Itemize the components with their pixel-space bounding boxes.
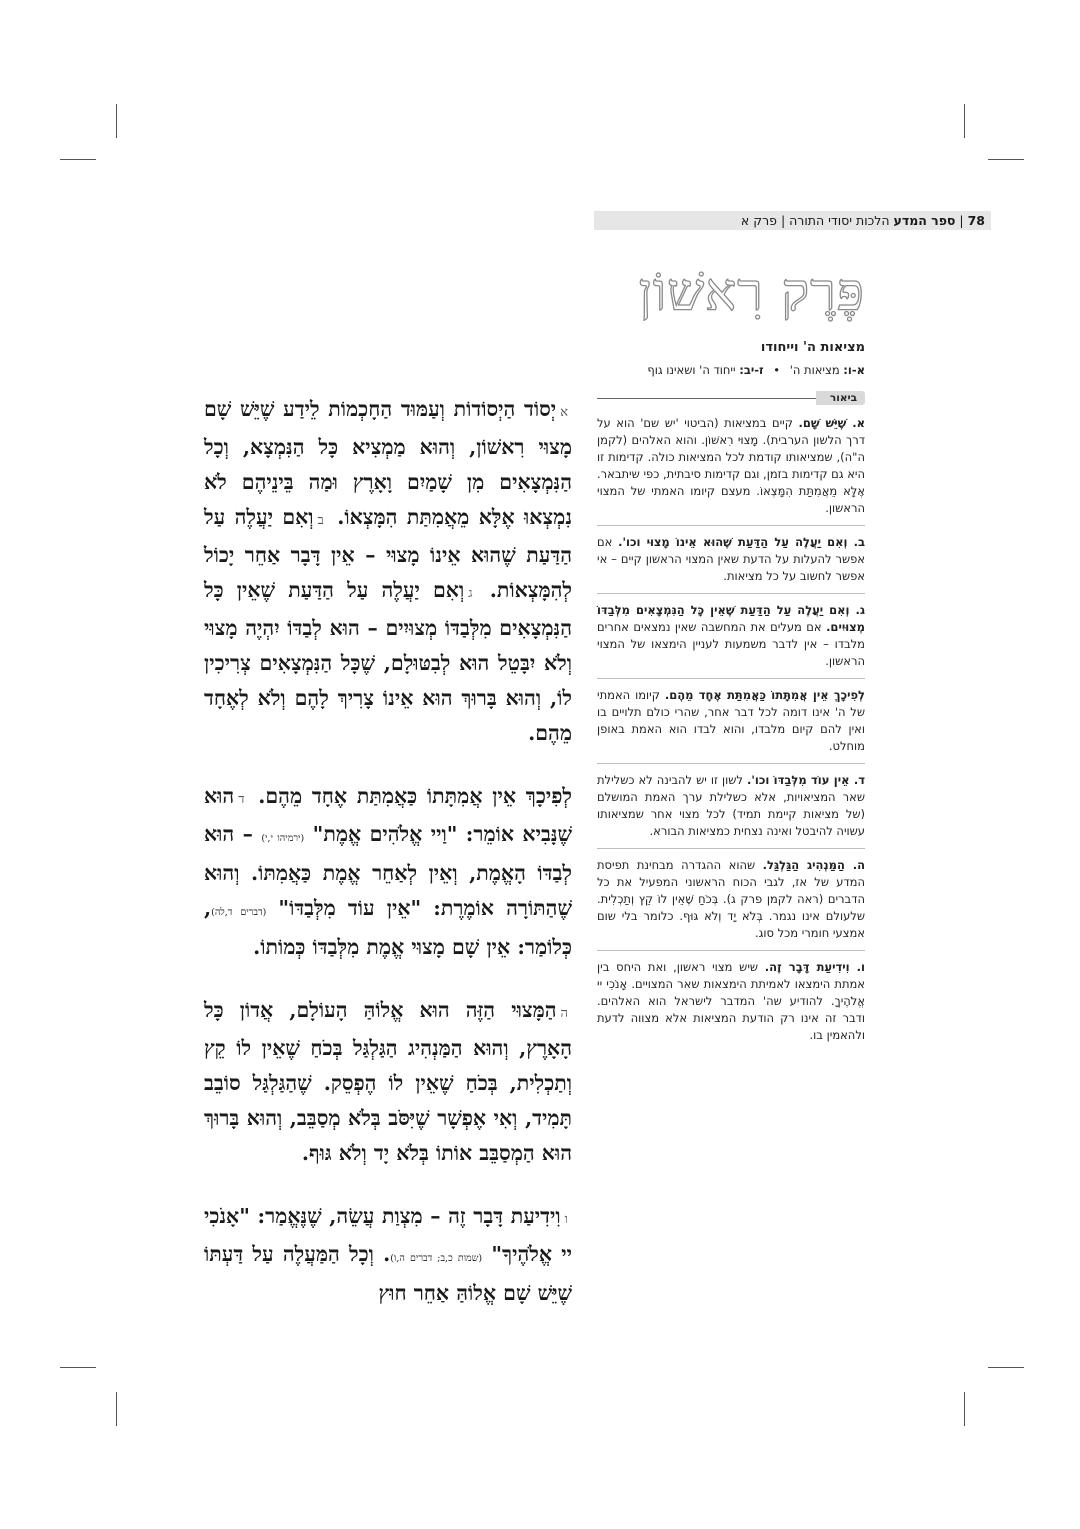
halakha-text: וִידִיעַת דָּבָר זֶה – מִצְוַת עֲשֵׂה, שֶׁנֶּאֱמַר: "אָנֹכִי יי אֱלֹהֶיךָ" — [204, 1204, 573, 1266]
note-lemma: א. שֶׁיֵּשׁ שָׁם. — [798, 416, 865, 430]
book-name: ספר המדע — [893, 213, 956, 228]
note-text: אם אפשר להעלות על הדעת שאין המצוי הראשון קיים – אי אפשר לחשוב על כל מציאות. — [597, 535, 865, 583]
halakha-text: , כְּלוֹמַר: אֵין שָׁם מָצוּי אֱמֶת מִלְּבַדּוֹ כְּמוֹתוֹ. — [204, 896, 572, 959]
halakha-marker: ו — [564, 1212, 568, 1227]
halakha-text: לְפִיכָךְ אֵין אֲמִתָּתוֹ כַּאֲמִתַּת אֶחָד מֵהֶם. — [258, 784, 572, 808]
source-reference: (שמות כ,ב; דברים ה,ו) — [390, 1253, 483, 1264]
subtitle-text-b: ייחוד ה' ושאינו גוף — [647, 363, 736, 377]
commentary-sidebar — [597, 340, 865, 1060]
halakha-text: – הוּא לְבַדּוֹ הָאֱמֶת, וְאֵין לְאַחֵר אֱמֶת כַּאֲמִתּוֹ. וְהוּא שֶׁהַתּוֹרָה אוֹמֶרֶת: "אֵין עוֹד מִלְּבַדּוֹ" — [204, 822, 572, 920]
halakha-text: הוּא שֶׁנָּבִיא אוֹמֵר: "וַיי אֱלֹהִים אֱמֶת" — [204, 784, 573, 846]
crop-mark — [964, 1392, 965, 1426]
note-text: קיים במציאות (הביטוי 'יש שם' הוא על דרך הלשון הערבית). מָצוּי רִאשׁוֹן. והוא האלהים (לקמן ה"ה), שמציאותו קודמת לכל המציאות כולה. קדימות זו היא גם קדימות בזמן, וגם קדימות סיבתית, כפי שיתבאר. אֶלָּא מֵאֲמִתַּת הִמָּצְאוֹ. מעצם קיומו האמתי של המצוי הראשון. — [597, 416, 865, 515]
sidebar-subtitle — [597, 363, 865, 377]
subtitle-range-b: ז-יב: — [739, 363, 764, 377]
crop-mark — [116, 1392, 117, 1426]
crop-mark — [116, 104, 117, 138]
note-lemma: ב. וְאִם יַעֲלֶה עַל הַדַּעַת שֶׁהוּא אֵינוֹ מָצוּי וכו'. — [618, 535, 865, 549]
main-text — [204, 392, 572, 1339]
commentary-note — [597, 534, 865, 594]
halakha-paragraph — [204, 392, 572, 751]
note-lemma: לְפִיכָךְ אֵין אֲמִתָּתוֹ כַּאֲמִתַּת אֶחָד מֵהֶם. — [664, 688, 865, 702]
bullet-separator: • — [773, 363, 781, 377]
biur-label: ביאור — [816, 391, 865, 405]
halakha-text: . וְכָל הַמַּעֲלֶה עַל דַּעְתּוֹ שֶׁיֵּשׁ שָׁם אֱלוֹהַּ אַחֵר חוּץ — [204, 1242, 572, 1305]
note-text: אם מעלים את המחשבה שאין נמצאים אחרים מלבדו – אין לדבר משמעות לעניין הימצאו של המצוי הראשון. — [597, 620, 865, 668]
subtitle-text-a: מציאות ה' — [789, 363, 840, 377]
source-reference: (דברים ד,לה) — [211, 907, 267, 918]
commentary-note — [597, 959, 865, 1052]
halakha-marker: ה — [560, 1006, 568, 1021]
halakha-paragraph — [204, 779, 572, 965]
halakha-marker: ג — [468, 586, 473, 601]
halakha-marker: ד — [238, 792, 245, 807]
halakha-paragraph — [204, 993, 572, 1171]
running-header: 78 | ספר המדע הלכות יסודי התורה | פרק א — [594, 211, 991, 230]
crop-mark — [988, 159, 1024, 160]
note-text: שהוא ההגדרה מבחינת תפיסת המדע של אז, לגבי הכוח הראשוני המפעיל את כל הדברים (ראה לקמן פרק ג). בְּכֹחַ שֶׁאֵין לוֹ קֵץ וְתַכְלִית. שלעולם אינו נגמר. בְּלֹא יָד וְלֹא גּוּף. כלומר בלי שום אמצעי חומרי מכל סוג. — [597, 858, 865, 940]
halakha-text: וְאִם יַעֲלֶה עַל הַדַּעַת שֶׁאֵין כָּל הַנִּמְצָאִים מִלְּבַדּוֹ מְצוּיִים – הוּא לְבַדּוֹ יִהְיֶה מָצוּי וְלֹא יִבָּטֵל הוּא לְבִטּוּלָם, שֶׁכָּל הַנִּמְצָאִים צְרִיכִין לוֹ, וְהוּא בָּרוּךְ הוּא אֵינוֹ צָרִיךְ לָהֶם וְלֹא לְאֶחָד מֵהֶם. — [204, 578, 572, 745]
halakha-marker: א — [560, 405, 568, 420]
crop-mark — [988, 1367, 1024, 1368]
commentary-note — [597, 857, 865, 951]
note-text: לשון זו יש להבינה לא כשלילת שאר המציאויות, אלא כשלילת ערך האמת המושלם (של מציאות קיימת תמיד) לכל מצוי אחר שמציאותו עשויה להיבטל ואינה נצחית כמציאות הבורא. — [597, 773, 865, 838]
page-number: 78 — [967, 213, 985, 228]
note-lemma: ד. אֵין עוֹד מִלְּבַדּוֹ וכו'. — [746, 773, 865, 787]
sidebar-title: מציאות ה' וייחודו — [760, 340, 865, 355]
halakha-paragraph — [204, 1199, 572, 1311]
chapter-title: פֶּרֶק רִאשׁוֹן — [638, 263, 865, 323]
halakha-marker: ב — [317, 513, 324, 528]
commentary-note — [597, 602, 865, 679]
commentary-note — [597, 415, 865, 526]
note-text: שיש מצוי ראשון, ואת היחס בין אמתת הימצאו לאמיתת הימצאות שאר המצויים. אָנֹכִי יי אֱלֹהֶיךָ. להודיע שה' המדבר לישראל הוא האלהים. ודבר זה אינו רק הודעת המציאות אלא מצווה לדעת ולהאמין בו. — [597, 960, 865, 1042]
halakha-text: יְסוֹד הַיְסוֹדוֹת וְעַמּוּד הַחָכְמוֹת לֵידַע שֶׁיֵּשׁ שָׁם מָצוּי רִאשׁוֹן, וְהוּא מַמְצִיא כָּל הַנִּמְצָא, וְכָל הַנִּמְצָאִים מִן שָׁמַיִם וָאָרֶץ וּמַה בֵּינֵיהֶם לֹא נִמְצְאוּ אֶלָּא מֵאֲמִתַּת הִמָּצְאוֹ. — [204, 397, 572, 529]
halakha-text: הַמָּצוּי הַזֶּה הוּא אֱלוֹהַּ הָעוֹלָם, אֲדוֹן כָּל הָאָרֶץ, וְהוּא הַמַּנְהִיג הַגַּלְגַּל בְּכֹחַ שֶׁאֵין לוֹ קֵץ וְתַכְלִית, בְּכֹחַ שֶׁאֵין לוֹ הֶפְסֵק. שֶׁהַגַּלְגַּל סוֹבֵב תָּמִיד, וְאִי אֶפְשָׁר שֶׁיִּסֹּב בְּלֹא מְסַבֵּב, וְהוּא בָּרוּךְ הוּא הַמְסַבֵּב אוֹתוֹ בְּלֹא יָד וְלֹא גּוּף. — [204, 998, 572, 1165]
note-lemma: ג. וְאִם יַעֲלֶה עַל הַדַּעַת שֶׁאֵין כָּל הַנִּמְצָאִים מִלְּבַדּוֹ מְצוּיִים. — [597, 603, 865, 634]
crop-mark — [60, 159, 96, 160]
commentary-note — [597, 687, 865, 764]
notes-list — [597, 415, 865, 1052]
note-text: קיומו האמתי של ה' אינו דומה לכל דבר אחר, שהרי כולם תלויים בו ואין להם קיום מלבדו, והוא לבדו הוא האמת באופן מוחלט. — [597, 688, 865, 753]
halakha-text: וְאִם יַעֲלֶה עַל הַדַּעַת שֶׁהוּא אֵינוֹ מָצוּי – אֵין דָּבָר אַחֵר יָכוֹל לְהִמָּצְאוֹת. — [204, 505, 573, 602]
header-section: הלכות יסודי התורה | פרק א — [740, 213, 890, 228]
biur-divider — [597, 391, 865, 405]
subtitle-range-a: א-ו: — [843, 363, 865, 377]
source-reference: (ירמיהו י,י) — [261, 833, 305, 844]
note-lemma: ה. הַמַּנְהִיג הַגַּלְגַּל. — [762, 858, 865, 872]
note-lemma: ו. וִידִיעַת דָּבָר זֶה. — [764, 960, 865, 974]
crop-mark — [964, 104, 965, 138]
commentary-note — [597, 772, 865, 849]
crop-mark — [60, 1367, 96, 1368]
